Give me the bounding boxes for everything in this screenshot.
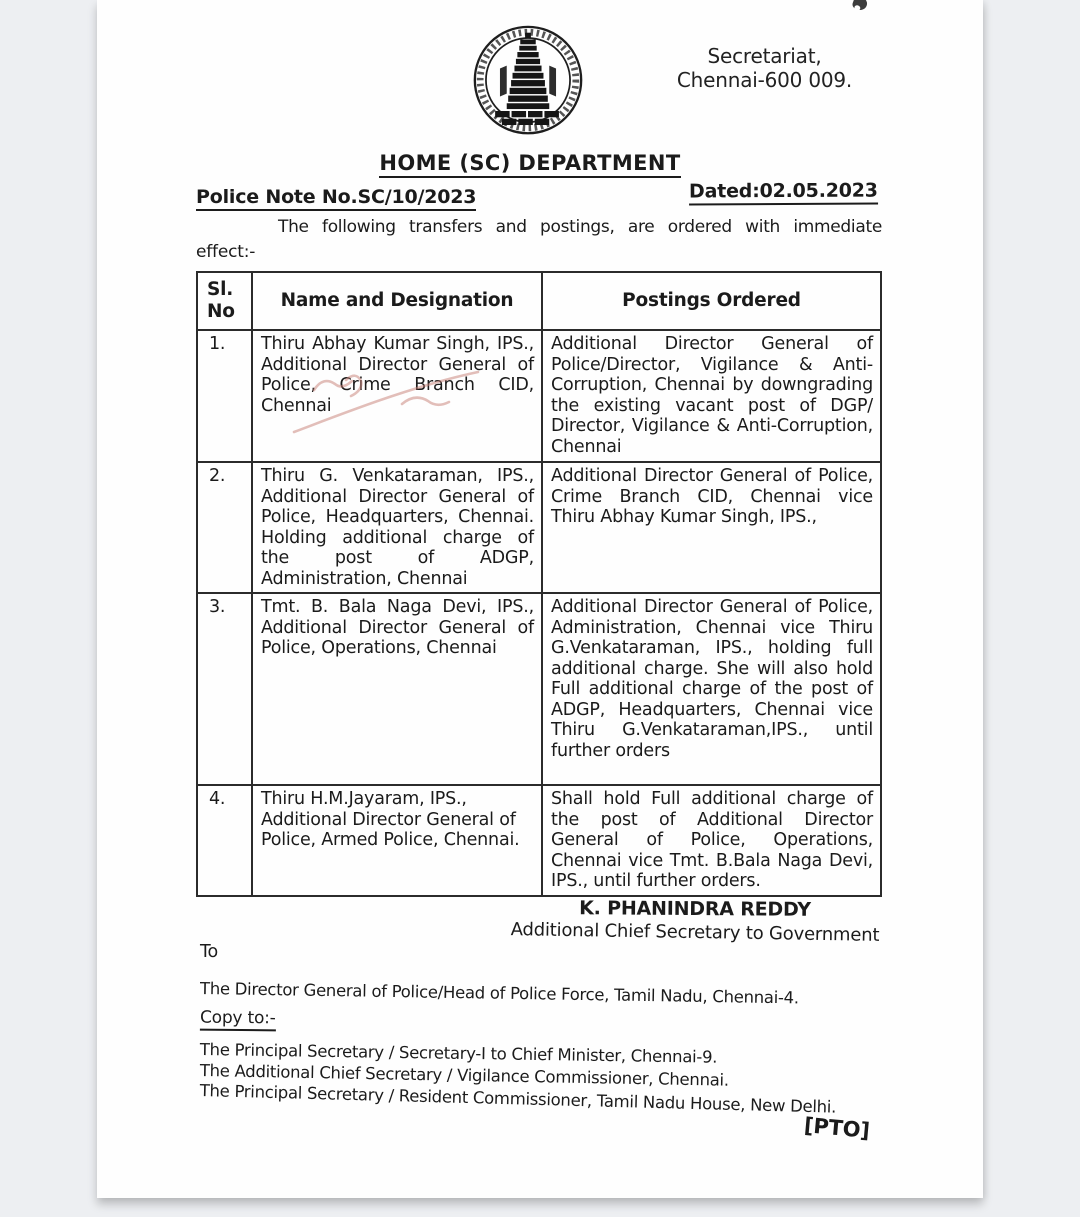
department-title-text: HOME (SC) DEPARTMENT <box>379 151 680 178</box>
table-header-row <box>197 272 881 330</box>
sl-header-line1: Sl. <box>207 279 234 300</box>
intro-line-2: effect:- <box>196 242 256 262</box>
row-2-name-designation: Thiru G. Venkataraman, IPS., Additional Director General of Police, Headquarters, Chennai. Holding additional charge of the post of ADGP, Administration, Chennai <box>252 462 542 593</box>
row-1-posting-ordered: Additional Director General of Police/Director, Vigilance & Anti-Corruption, Chennai by downgrading the existing vacant post of DGP/ Director, Vigilance & Anti-Corruption, Chennai <box>542 330 881 462</box>
row-4-name-designation: Thiru H.M.Jayaram, IPS., Additional Director General of Police, Armed Police, Chennai. <box>252 785 542 896</box>
row-2-sl: 2. <box>197 462 252 593</box>
table-row <box>197 330 881 462</box>
address-line-1: Secretariat, <box>707 44 822 68</box>
column-header-name-designation: Name and Designation <box>252 272 542 330</box>
addressee-line: The Director General of Police/Head of Police Force, Tamil Nadu, Chennai-4. <box>199 979 799 1008</box>
signature-block <box>460 897 930 946</box>
row-2-posting-ordered: Additional Director General of Police, Crime Branch CID, Chennai vice Thiru Abhay Kumar Singh, IPS., <box>542 462 881 593</box>
row-3-name-designation: Tmt. B. Bala Naga Devi, IPS., Additional Director General of Police, Operations, Chennai <box>252 593 542 785</box>
copy-to-item: The Principal Secretary / Secretary-I to Chief Minister, Chennai-9. <box>199 1040 718 1067</box>
dated-label <box>689 180 878 203</box>
column-header-postings-ordered: Postings Ordered <box>542 272 881 330</box>
table-row <box>197 785 881 896</box>
row-4-sl: 4. <box>197 785 252 896</box>
intro-paragraph <box>196 215 882 265</box>
row-1-sl: 1. <box>197 330 252 462</box>
row-3-posting-ordered: Additional Director General of Police, Administration, Chennai vice Thiru G.Venkataraman, IPS., holding full additional charge. She will also hold Full additional charge of the post of ADGP, Headquarters, Chennai vice Thiru G.Venkataraman,IPS., until further orders <box>542 593 881 785</box>
emblem-seal-graphic <box>470 20 586 144</box>
row-3-sl: 3. <box>197 593 252 785</box>
intro-line-1: The following transfers and postings, are ordered with immediate <box>278 217 882 237</box>
police-note-number <box>196 186 476 208</box>
copy-to-label <box>200 1008 276 1029</box>
to-label: To <box>200 942 219 962</box>
copy-to-item: The Additional Chief Secretary / Vigilance Commissioner, Chennai. <box>199 1060 729 1090</box>
pto-marker: [PTO] <box>803 1113 871 1143</box>
copy-to-list <box>199 1040 960 1117</box>
transfers-postings-table <box>196 271 882 897</box>
table-row <box>197 593 881 785</box>
scan-artifact-speck <box>851 0 869 12</box>
sl-header-line2: No <box>207 301 235 322</box>
issuing-office-address <box>657 44 872 92</box>
copy-to-label-text: Copy to:- <box>200 1008 276 1032</box>
dated-text: Dated:02.05.2023 <box>689 180 878 206</box>
signatory-designation: Additional Chief Secretary to Government <box>510 919 880 946</box>
row-1-name-designation: Thiru Abhay Kumar Singh, IPS., Additional Director General of Police, Crime Branch CID, Chennai <box>252 330 542 462</box>
address-line-2: Chennai-600 009. <box>676 68 853 92</box>
signatory-name: K. PHANINDRA REDDY <box>579 897 811 921</box>
police-note-number-text: Police Note No.SC/10/2023 <box>196 186 476 211</box>
copy-to-item: The Principal Secretary / Resident Commissioner, Tamil Nadu House, New Delhi. <box>199 1081 837 1117</box>
tamil-nadu-emblem-icon <box>470 20 586 144</box>
document-page <box>97 0 983 1198</box>
department-title <box>87 151 973 175</box>
column-header-sl-no <box>197 272 252 330</box>
table-row <box>197 462 881 593</box>
row-4-posting-ordered: Shall hold Full additional charge of the post of Additional Director General of Police, Operations, Chennai vice Tmt. B.Bala Naga Devi, IPS., until further orders. <box>542 785 881 896</box>
